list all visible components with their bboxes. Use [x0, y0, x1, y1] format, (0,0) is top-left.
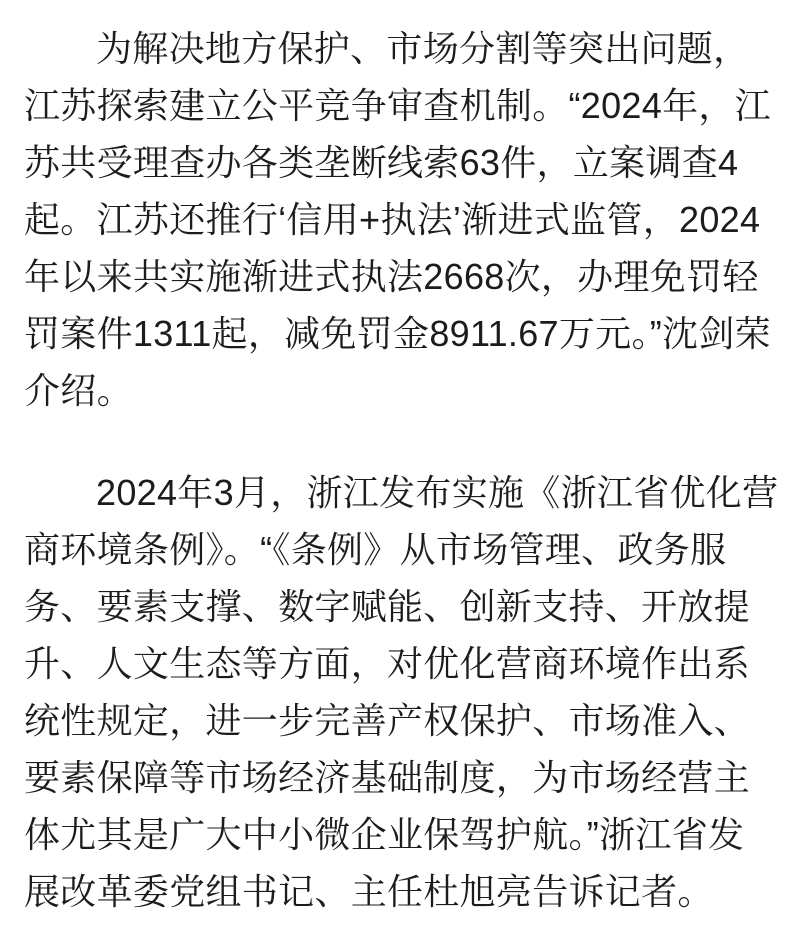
- text-line: 升、人文生态等方面，对优化营商环境作出系: [24, 643, 751, 684]
- text-line: 2024年3月，浙江发布实施《浙江省优化营: [96, 472, 779, 513]
- text-line: 介绍。: [24, 370, 133, 411]
- text-line: 年以来共实施渐进式执法2668次，办理免罚轻: [24, 256, 759, 297]
- text-line: 要素保障等市场经济基础制度，为市场经营主: [24, 757, 751, 798]
- text-line: 为解决地方保护、市场分割等突出问题，: [96, 28, 750, 69]
- text-line: 务、要素支撑、数字赋能、创新支持、开放提: [24, 586, 751, 627]
- text-line: 商环境条例》。“《条例》从市场管理、政务服: [24, 529, 727, 570]
- text-line: 罚案件1311起，减免罚金8911.67万元。”沈剑荣: [24, 313, 771, 354]
- text-line: 展改革委党组书记、主任杜旭亮告诉记者。: [24, 871, 714, 912]
- text-line: 江苏探索建立公平竞争审查机制。“2024年，江: [24, 85, 771, 126]
- text-line: 统性规定，进一步完善产权保护、市场准入、: [24, 700, 751, 741]
- text-line: 起。江苏还推行‘信用+执法’渐进式监管，2024: [24, 199, 761, 240]
- text-line: 苏共受理查办各类垄断线索63件，立案调查4: [24, 142, 739, 183]
- text-line: 体尤其是广大中小微企业保驾护航。”浙江省发: [24, 814, 745, 855]
- paragraph-jiangsu: [24, 20, 776, 419]
- paragraph-zhejiang: [24, 464, 779, 920]
